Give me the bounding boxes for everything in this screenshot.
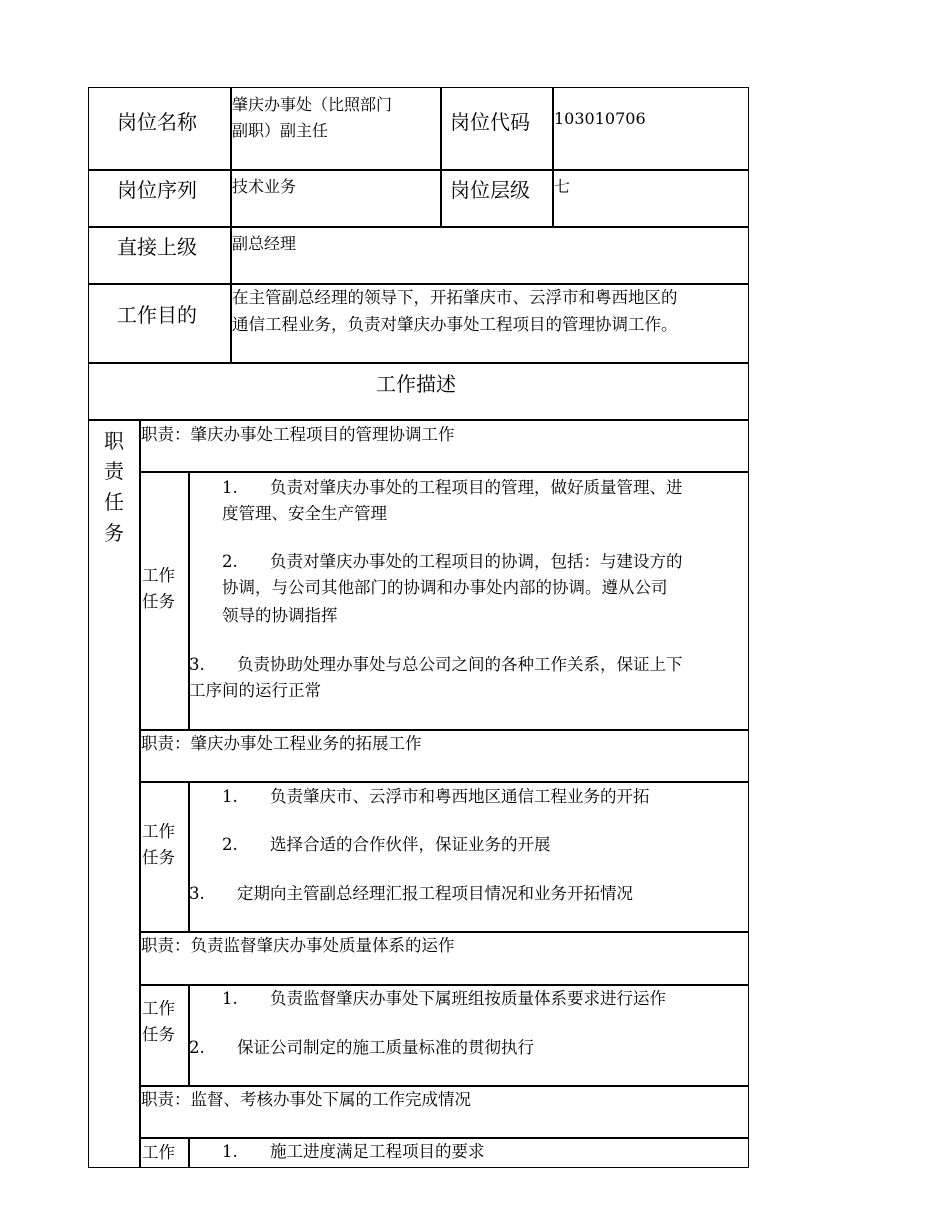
purpose-value-line2: 通信工程业务，负责对肇庆办事处工程项目的管理协调工作。 — [232, 315, 678, 334]
duty-column-label-char: 职 — [104, 429, 124, 453]
row-divider — [88, 169, 749, 171]
purpose-label: 工作目的 — [117, 303, 197, 327]
row-divider — [88, 419, 749, 421]
task-item: 2. 保证公司制定的施工质量标准的贯彻执行 — [189, 1038, 534, 1057]
row-divider — [88, 362, 749, 364]
task-item-continued: 度管理、安全生产管理 — [222, 504, 387, 523]
task-item: 3. 定期向主管副总经理汇报工程项目情况和业务开拓情况 — [189, 884, 633, 903]
duty-title: 职责：负责监督肇庆办事处质量体系的运作 — [141, 936, 455, 955]
task-label: 任务 — [142, 592, 175, 611]
task-label: 任务 — [142, 848, 175, 867]
task-label: 工作 — [142, 999, 175, 1018]
task-item: 2. 选择合适的合作伙伴，保证业务的开展 — [222, 835, 551, 854]
task-label: 工作 — [142, 1143, 175, 1162]
task-label: 工作 — [142, 822, 175, 841]
post-series-label: 岗位序列 — [117, 178, 197, 202]
post-name-value-line2: 副职）副主任 — [232, 121, 329, 140]
post-level-label: 岗位层级 — [450, 178, 530, 202]
task-item: 1. 负责对肇庆办事处的工程项目的管理，做好质量管理、进 — [222, 478, 683, 497]
post-series-value: 技术业务 — [232, 177, 297, 196]
duty-title: 职责：监督、考核办事处下属的工作完成情况 — [141, 1090, 471, 1109]
superior-label: 直接上级 — [117, 235, 197, 259]
post-code-label: 岗位代码 — [450, 110, 530, 134]
post-name-value-line1: 肇庆办事处（比照部门 — [232, 95, 393, 114]
col-divider — [188, 1137, 190, 1168]
task-item: 3. 负责协助处理办事处与总公司之间的各种工作关系，保证上下 — [189, 655, 683, 674]
col-divider — [139, 419, 141, 1168]
duty-column-label-char: 务 — [104, 521, 124, 545]
task-label: 任务 — [142, 1025, 175, 1044]
post-level-value: 七 — [554, 177, 571, 196]
superior-value: 副总经理 — [232, 234, 297, 253]
task-item: 2. 负责对肇庆办事处的工程项目的协调，包括：与建设方的 — [222, 552, 683, 571]
post-code-value: 103010706 — [554, 109, 646, 128]
purpose-value-line1: 在主管副总经理的领导下，开拓肇庆市、云浮市和粤西地区的 — [232, 288, 678, 307]
duty-title: 职责：肇庆办事处工程业务的拓展工作 — [141, 734, 422, 753]
col-divider — [188, 781, 190, 931]
task-item: 1. 施工进度满足工程项目的要求 — [222, 1142, 485, 1161]
task-label: 工作 — [142, 566, 175, 585]
post-name-label: 岗位名称 — [117, 110, 197, 134]
col-divider — [440, 87, 442, 226]
row-divider — [139, 471, 749, 473]
task-item: 1. 负责肇庆市、云浮市和粤西地区通信工程业务的开拓 — [222, 787, 650, 806]
duty-column-label-char: 责 — [104, 459, 124, 483]
row-divider — [88, 226, 749, 228]
duty-column-label-char: 任 — [104, 490, 124, 514]
section-title: 工作描述 — [376, 372, 456, 396]
task-item-continued: 协调，与公司其他部门的协调和办事处内部的协调。遵从公司 — [222, 578, 668, 597]
duty-title: 职责：肇庆办事处工程项目的管理协调工作 — [141, 425, 455, 444]
task-item: 1. 负责监督肇庆办事处下属班组按质量体系要求进行运作 — [222, 989, 666, 1008]
row-divider — [139, 781, 749, 783]
task-item-continued: 领导的协调指挥 — [222, 606, 338, 625]
task-item-continued: 工序间的运行正常 — [189, 681, 321, 700]
